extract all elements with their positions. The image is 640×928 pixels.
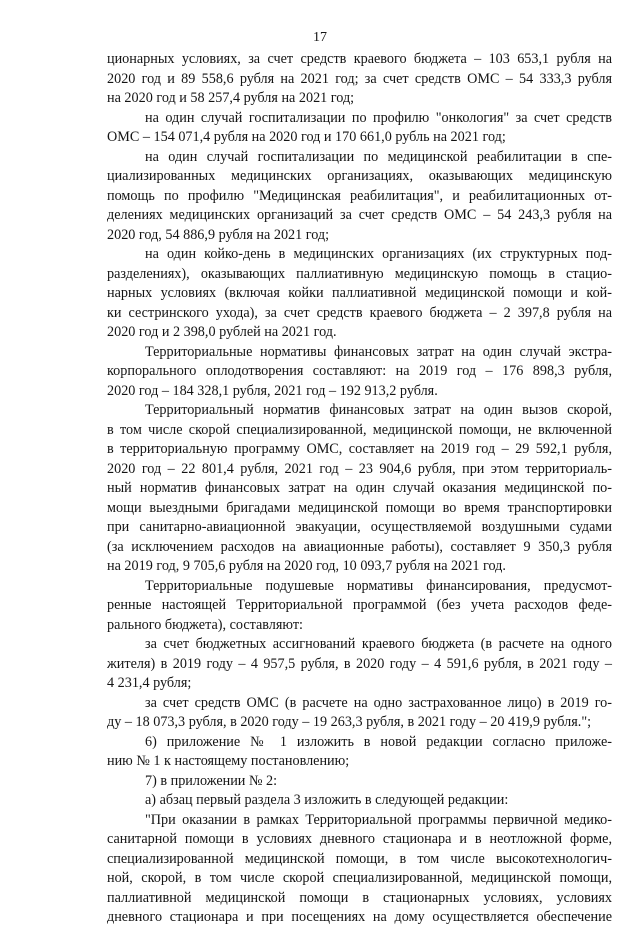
text-line: ной, скорой, в том числе скорой специализированной, медицинской помощи, [107, 870, 612, 886]
text-line-row [107, 772, 612, 792]
text-line: ренные настоящей Территориальной программой (без учета расходов феде- [107, 597, 612, 613]
text-line-row [107, 382, 612, 402]
text-line-row [107, 50, 612, 70]
text-line: в территориальную программу ОМС, составляет на 2019 год – 29 592,1 рубля, [107, 441, 612, 457]
text-line-row [107, 362, 612, 382]
text-line-row [107, 616, 612, 636]
text-line-row [107, 557, 612, 577]
page-number: 17 [313, 30, 327, 45]
text-line: нию № 1 к настоящему постановлению; [107, 753, 350, 769]
text-line-row [107, 265, 612, 285]
text-line: в том числе скорой специализированной, медицинской помощи, не включенной [107, 421, 612, 438]
text-line-row [107, 635, 612, 655]
text-line-row [107, 694, 612, 714]
text-line-row [107, 811, 612, 831]
text-line: 6) приложение № 1 изложить в новой редакции согласно приложе- [145, 733, 612, 750]
paragraph-ambulance [107, 401, 612, 577]
text-line: на один койко-день в медицинских организациях (их структурных под- [145, 246, 612, 262]
text-line-row [107, 70, 612, 90]
text-line-row [107, 596, 612, 616]
paragraph-regional-budget [107, 635, 612, 694]
text-line: а) абзац первый раздела 3 изложить в следующей редакции: [145, 792, 509, 808]
text-line-row [107, 206, 612, 226]
text-line-row [107, 343, 612, 363]
text-line-row [107, 304, 612, 324]
text-line-row [107, 850, 612, 870]
text-line: за счет средств ОМС (в расчете на одно застрахованное лицо) в 2019 го- [145, 694, 612, 711]
text-line: ционарных условиях, за счет средств краевого бюджета – 103 653,1 рубля на [107, 51, 612, 67]
text-line: мощи выездными бригадами медицинской помощи во время транспортировки [107, 499, 612, 516]
text-line: Территориальный норматив финансовых затрат на один вызов скорой, [145, 402, 612, 418]
text-line: делениях медицинских организаций за счет средств ОМС – 54 243,3 рубля на [107, 207, 612, 223]
text-line-row [107, 323, 612, 343]
text-line-row [107, 752, 612, 772]
text-line-row [107, 791, 612, 811]
text-line-row [107, 421, 612, 441]
text-line-row [107, 889, 612, 909]
text-line: паллиативной медицинской помощи в стационарных условиях, условиях [107, 889, 612, 906]
text-line: 2020 год, 54 886,9 рубля на 2021 год; [107, 226, 330, 243]
document-body [107, 50, 612, 928]
text-line: санитарной помощи в условиях дневного стационара и в неотложной форме, [107, 831, 612, 847]
text-line-row [107, 869, 612, 889]
text-line: ный норматив финансовых затрат на один случай оказания медицинской по- [107, 480, 612, 496]
paragraph-item-6 [107, 733, 612, 772]
text-line-row [107, 577, 612, 597]
text-line-row [107, 733, 612, 753]
text-line: за счет бюджетных ассигнований краевого бюджета (в расчете на одного [145, 636, 612, 652]
text-line: при санитарно-авиационной эвакуации, осуществляемой воздушными судами [107, 519, 612, 535]
text-line: Территориальные нормативы финансовых затрат на один случай экстра- [145, 343, 612, 360]
text-line: ОМС – 154 071,4 рубля на 2020 год и 170 661,0 рубль на 2021 год; [107, 129, 506, 145]
paragraph-per-capita [107, 577, 612, 636]
text-line-row [107, 674, 612, 694]
text-line: 7) в приложении № 2: [145, 772, 278, 789]
text-line-row [107, 499, 612, 519]
text-line-row [107, 167, 612, 187]
text-line-row [107, 538, 612, 558]
text-line-row [107, 460, 612, 480]
text-line-row [107, 713, 612, 733]
paragraph-palliative-bed-day [107, 245, 612, 343]
text-line: на 2020 год и 58 257,4 рубля на 2021 год; [107, 90, 355, 106]
text-line-row [107, 89, 612, 109]
text-line: дневного стационара и при посещениях на дому осуществляется обеспечение [107, 909, 612, 925]
text-line-row [107, 479, 612, 499]
text-line-row [107, 401, 612, 421]
text-line: нарных условиях (включая койки паллиативной медицинской помощи и кой- [107, 285, 612, 301]
text-line: корпорального оплодотворения составляют: на 2019 год – 176 898,3 рубля, [107, 363, 612, 379]
text-line: на 2019 год, 9 705,6 рубля на 2020 год, 10 093,7 рубля на 2021 год. [107, 558, 506, 574]
text-line: Территориальные подушевые нормативы финансирования, предусмот- [145, 577, 612, 594]
text-line: 2020 год – 22 801,4 рубля, 2021 год – 23 904,6 рубля, при этом территориаль- [107, 460, 612, 477]
text-line: разделениях), оказывающих паллиативную медицинскую помощь в стацио- [107, 265, 612, 282]
paragraph-rehabilitation [107, 148, 612, 246]
paragraph-item-7 [107, 772, 612, 792]
text-line-row [107, 245, 612, 265]
text-line: "При оказании в рамках Территориальной программы первичной медико- [145, 811, 612, 828]
text-line: помощь по профилю "Медицинская реабилитация", и реабилитационных от- [107, 187, 612, 204]
text-line-row [107, 109, 612, 129]
text-line-row [107, 518, 612, 538]
text-line-row [107, 655, 612, 675]
text-line: ки сестринского ухода), за счет средств краевого бюджета – 2 397,8 рубля на [107, 304, 612, 321]
text-line-row [107, 830, 612, 850]
text-line: жителя) в 2019 году – 4 957,5 рубля, в 2020 году – 4 591,6 рубля, в 2021 году – [107, 655, 612, 672]
paragraph-oncology [107, 109, 612, 148]
text-line: 4 231,4 рубля; [107, 675, 192, 691]
text-line-row [107, 128, 612, 148]
paragraph-quote [107, 811, 612, 928]
text-line: 2020 год – 184 328,1 рубля, 2021 год – 192 913,2 рубля. [107, 382, 438, 399]
text-line: на один случай госпитализации по медицинской реабилитации в спе- [145, 148, 612, 165]
paragraph-item-7a [107, 791, 612, 811]
text-line-row [107, 187, 612, 207]
text-line-row [107, 148, 612, 168]
text-line-row [107, 226, 612, 246]
text-line: рального бюджета), составляют: [107, 616, 303, 633]
text-line-row [107, 908, 612, 928]
paragraph-continuation-1 [107, 50, 612, 109]
text-line-row [107, 284, 612, 304]
text-line: специализированной медицинской помощи, в том числе высокотехнологич- [107, 850, 612, 867]
paragraph-eco [107, 343, 612, 402]
text-line: 2020 год и 2 398,0 рублей на 2021 год. [107, 324, 337, 340]
text-line-row [107, 440, 612, 460]
text-line: циализированных медицинских организациях, оказывающих медицинскую [107, 168, 612, 184]
text-line: 2020 год и 89 558,6 рубля на 2021 год; за счет средств ОМС – 54 333,3 рубля [107, 70, 612, 87]
text-line: ду – 18 073,3 рубля, в 2020 году – 19 263,3 рубля, в 2021 году – 20 419,9 рубля."; [107, 714, 592, 730]
paragraph-oms-funds [107, 694, 612, 733]
text-line: на один случай госпитализации по профилю "онкология" за счет средств [145, 109, 612, 126]
text-line: (за исключением расходов на авиационные работы), составляет 9 350,3 рубля [107, 538, 612, 555]
